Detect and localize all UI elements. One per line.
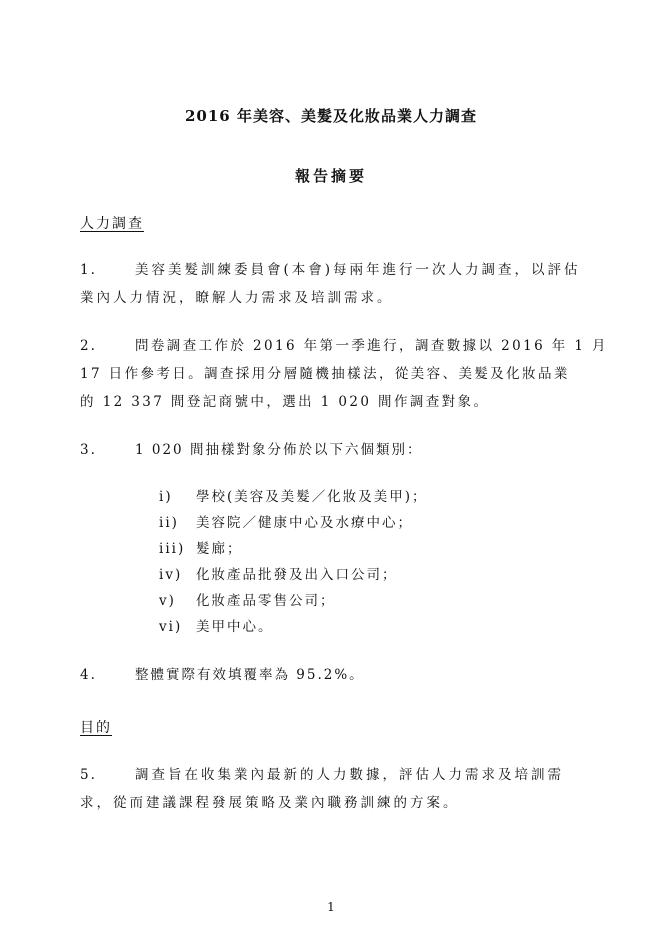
section-heading-objective: 目的	[80, 720, 112, 736]
list-item-text: 美容院／健康中心及水療中心；	[196, 515, 413, 531]
list-item-text: 化妝產品零售公司；	[196, 593, 336, 609]
list-marker: iii)	[159, 541, 186, 557]
paragraph-number: 4.	[80, 667, 97, 683]
paragraph-line: 調查旨在收集業內最新的人力數據，評估人力需求及培訓需	[135, 767, 564, 783]
paragraph-line: 17 日作參考日。調查採用分層隨機抽樣法，從美容、美髮及化妝品業	[80, 366, 570, 382]
list-item-text: 髮廊；	[196, 541, 243, 557]
paragraph-line: 問卷調查工作於 2016 年第一季進行，調查數據以 2016 年 1 月	[135, 338, 608, 354]
paragraph-line: 整體實際有效填覆率為 95.2%。	[135, 667, 365, 683]
list-item-text: 學校(美容及美髮／化妝及美甲)；	[196, 489, 428, 505]
paragraph-number: 1.	[80, 262, 97, 278]
paragraph-2	[80, 332, 608, 416]
paragraph-1	[80, 256, 582, 312]
paragraph-3	[80, 436, 582, 464]
list-marker: ii)	[159, 515, 179, 531]
paragraph-5	[80, 761, 582, 817]
page-number: 1	[327, 900, 335, 914]
document-subtitle: 報告摘要	[294, 167, 367, 185]
paragraph-number: 2.	[80, 338, 97, 354]
list-marker: i)	[159, 489, 173, 505]
section-heading-manpower-survey: 人力調查	[80, 216, 144, 232]
paragraph-number: 3.	[80, 442, 97, 458]
list-item-text: 美甲中心。	[196, 619, 274, 635]
list-marker: v)	[159, 593, 176, 609]
paragraph-line: 業內人力情況，瞭解人力需求及培訓需求。	[80, 290, 394, 306]
paragraph-4	[80, 661, 582, 689]
paragraph-number: 5.	[80, 767, 97, 783]
list-marker: iv)	[159, 567, 183, 583]
paragraph-line: 美容美髮訓練委員會(本會)每兩年進行一次人力調查，以評估	[135, 262, 581, 278]
list-item-text: 化妝產品批發及出入口公司；	[196, 567, 398, 583]
document-title: 2016 年美容、美髮及化妝品業人力調查	[185, 107, 477, 125]
paragraph-line: 求，從而建議課程發展策略及業內職務訓練的方案。	[80, 795, 460, 811]
list-marker: vi)	[159, 619, 183, 635]
paragraph-line: 的 12 337 間登記商號中，選出 1 020 間作調查對象。	[80, 394, 490, 410]
paragraph-line: 1 020 間抽樣對象分佈於以下六個類別：	[135, 442, 423, 458]
